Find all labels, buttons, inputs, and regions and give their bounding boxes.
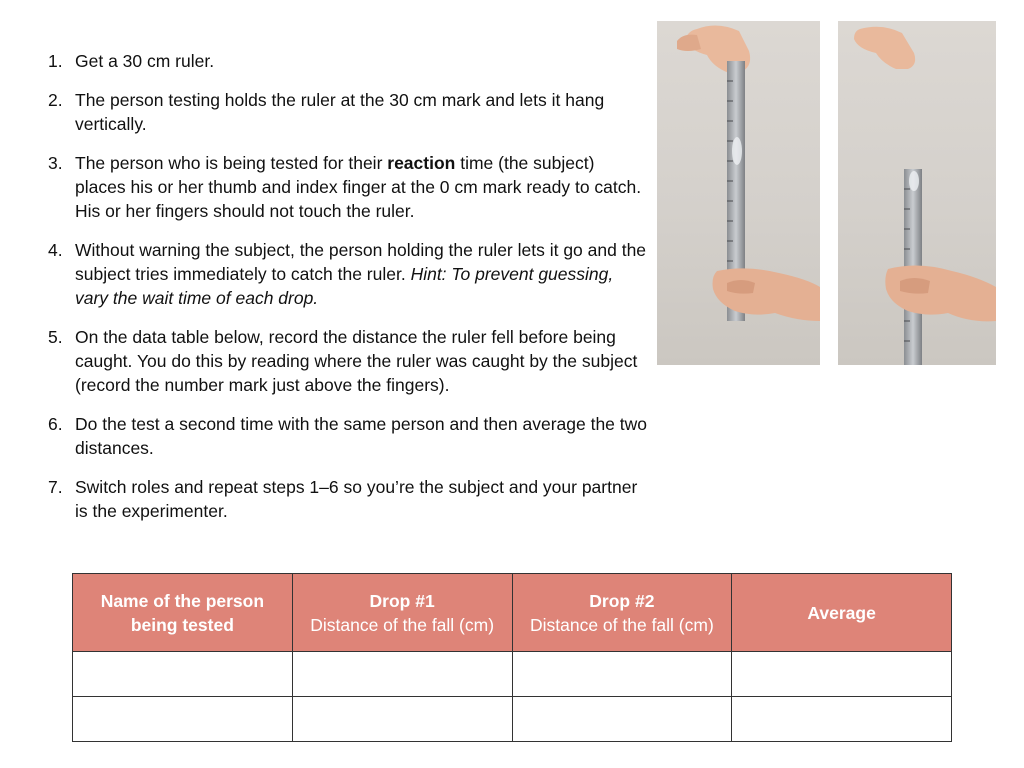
step-5 bbox=[48, 325, 648, 397]
step-6 bbox=[48, 412, 648, 460]
header-drop-2-label: Drop #2 bbox=[589, 590, 655, 611]
ruler-photo-after-drop bbox=[838, 21, 996, 365]
table-row bbox=[73, 652, 952, 697]
header-average bbox=[732, 574, 952, 652]
step-number: 4. bbox=[48, 240, 63, 260]
step-number: 5. bbox=[48, 327, 63, 347]
step-1 bbox=[48, 49, 648, 73]
step-text: The person testing holds the ruler at the 30 cm mark and lets it hang vertically. bbox=[75, 90, 605, 134]
step-text: Get a 30 cm ruler. bbox=[75, 51, 215, 71]
step-3 bbox=[48, 151, 648, 223]
header-drop-2-sub: Distance of the fall (cm) bbox=[529, 614, 714, 635]
header-name-label: Name of the person being tested bbox=[100, 590, 265, 635]
table-cell-name[interactable] bbox=[73, 652, 293, 697]
step-bold-term: reaction bbox=[387, 153, 456, 173]
step-text: The person who is being tested for their bbox=[75, 153, 388, 173]
step-4 bbox=[48, 238, 648, 310]
header-drop-1 bbox=[292, 574, 512, 652]
header-average-label: Average bbox=[807, 602, 876, 623]
table-cell-drop-2[interactable] bbox=[512, 697, 732, 742]
header-drop-1-label: Drop #1 bbox=[369, 590, 435, 611]
reaction-data-table bbox=[72, 573, 952, 742]
table-cell-average[interactable] bbox=[732, 652, 952, 697]
step-text: Do the test a second time with the same person and then average the two distances. bbox=[75, 414, 648, 458]
step-text: Without warning the subject, the person holding the ruler lets it go and the subject tries immediately to catch the ruler. bbox=[75, 240, 647, 284]
ruler-before-drop-illustration bbox=[657, 21, 820, 365]
step-text: On the data table below, record the distance the ruler fell before being caught. You do this by reading where the ruler was caught by the subject (record the number mark just above the fingers). bbox=[75, 327, 638, 395]
ruler-photo-before-drop bbox=[657, 21, 820, 365]
step-7 bbox=[48, 475, 648, 523]
ruler-after-drop-illustration bbox=[838, 21, 996, 365]
table-cell-drop-1[interactable] bbox=[292, 652, 512, 697]
step-text: Switch roles and repeat steps 1–6 so you’re the subject and your partner is the experimenter. bbox=[75, 477, 638, 521]
step-number: 1. bbox=[48, 51, 63, 71]
table-cell-name[interactable] bbox=[73, 697, 293, 742]
step-2 bbox=[48, 88, 648, 136]
step-hint: Hint: To prevent guessing, vary the wait time of each drop. bbox=[75, 264, 614, 308]
step-text-continued: time (the subject) places his or her thumb and index finger at the 0 cm mark ready to catch. His or her fingers should not touch the ruler. bbox=[75, 153, 642, 221]
header-name bbox=[73, 574, 293, 652]
header-drop-2 bbox=[512, 574, 732, 652]
table-row bbox=[73, 697, 952, 742]
step-number: 2. bbox=[48, 90, 63, 110]
table-cell-drop-1[interactable] bbox=[292, 697, 512, 742]
instruction-steps bbox=[48, 49, 648, 538]
step-number: 3. bbox=[48, 153, 63, 173]
step-number: 7. bbox=[48, 477, 63, 497]
table-cell-drop-2[interactable] bbox=[512, 652, 732, 697]
step-number: 6. bbox=[48, 414, 63, 434]
table-header-row bbox=[73, 574, 952, 652]
table-cell-average[interactable] bbox=[732, 697, 952, 742]
header-drop-1-sub: Distance of the fall (cm) bbox=[310, 614, 495, 635]
